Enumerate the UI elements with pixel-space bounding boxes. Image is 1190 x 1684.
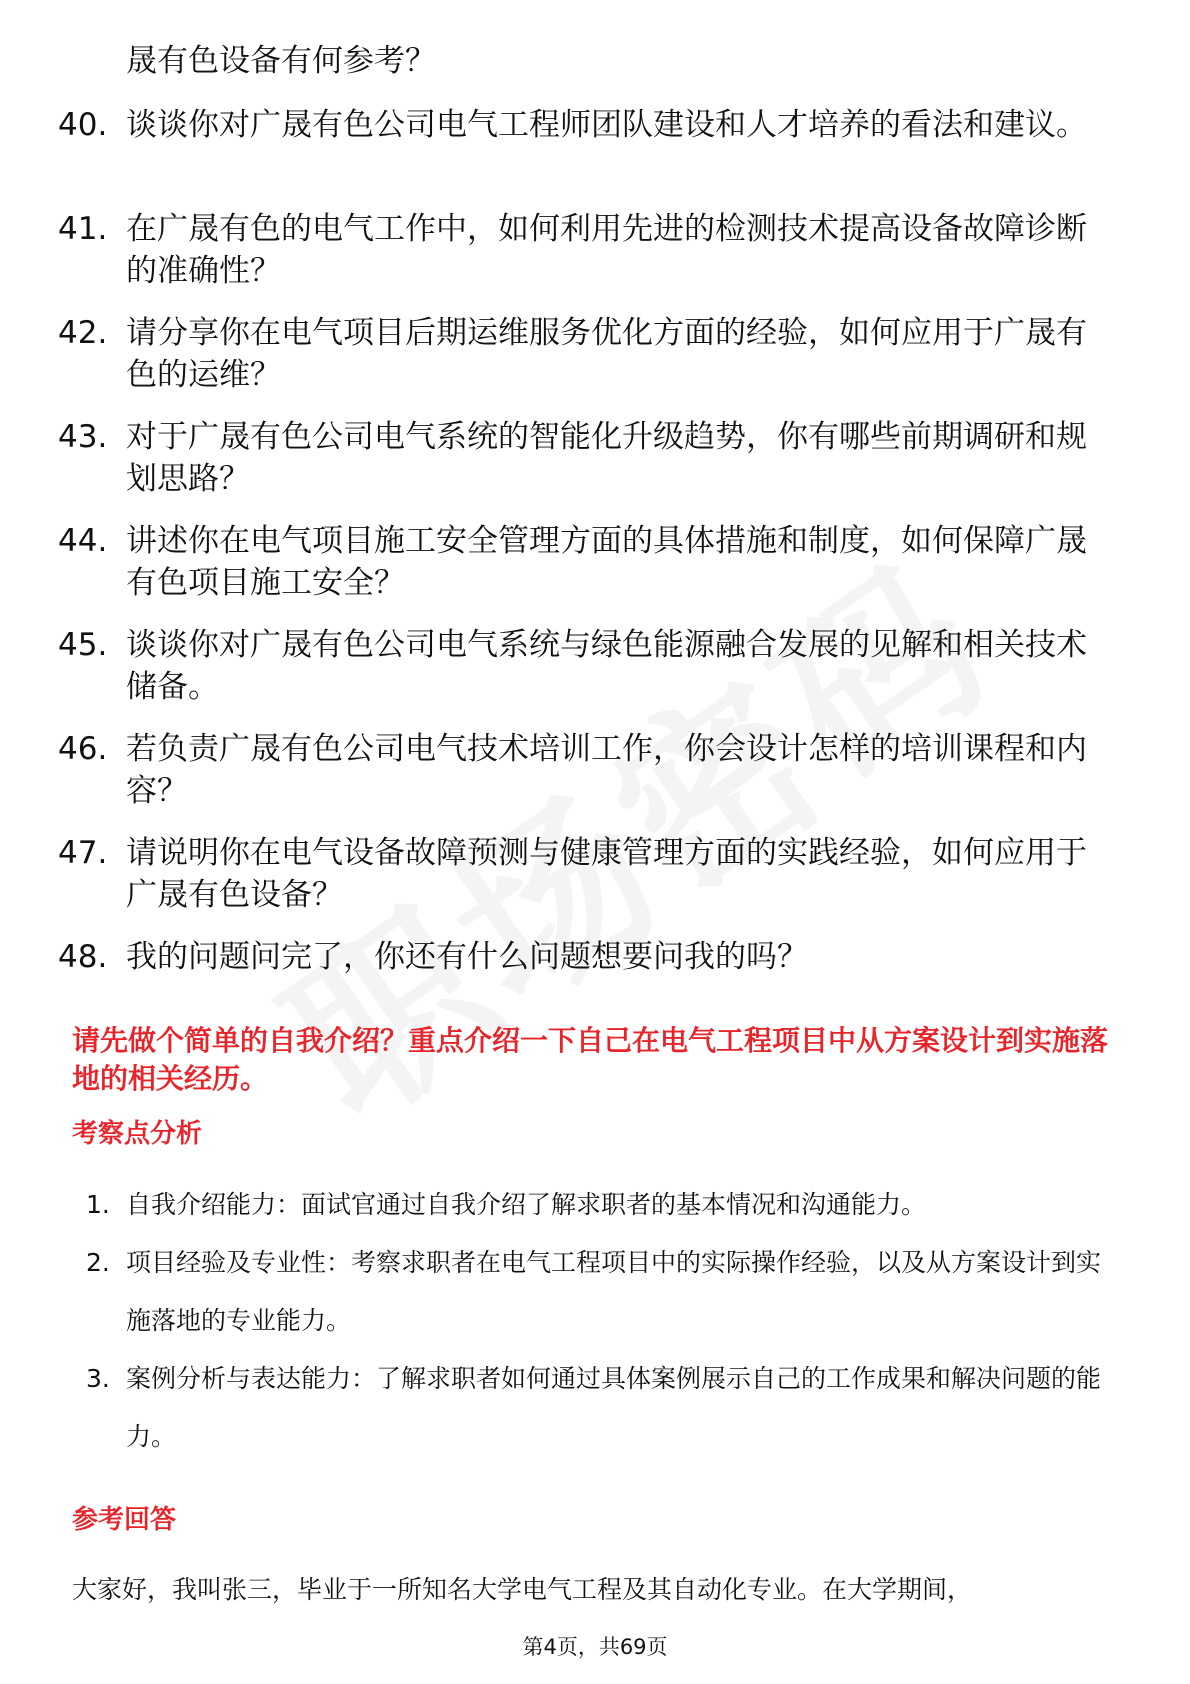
question-number: 47. bbox=[58, 835, 108, 871]
question-text: 对于广晟有色公司电气系统的智能化升级趋势，你有哪些前期调研和规划思路？ bbox=[126, 419, 1087, 497]
question-text: 在广晟有色的电气工作中，如何利用先进的检测技术提高设备故障诊断的准确性？ bbox=[126, 211, 1087, 289]
analysis-section-title: 考察点分析 bbox=[72, 1119, 203, 1149]
question-text: 请说明你在电气设备故障预测与健康管理方面的实践经验，如何应用于广晟有色设备？ bbox=[126, 835, 1087, 913]
analysis-text: 项目经验及专业性：考察求职者在电气工程项目中的实际操作经验，以及从方案设计到实施落地的专业能力。 bbox=[126, 1248, 1102, 1335]
question-number: 43. bbox=[58, 419, 108, 455]
question-number: 41. bbox=[58, 211, 108, 247]
question-text: 晟有色设备有何参考？ bbox=[126, 43, 436, 79]
question-number: 42. bbox=[58, 315, 108, 351]
page-footer: 第4页，共69页 bbox=[522, 1635, 668, 1659]
analysis-number: 1. bbox=[86, 1190, 110, 1219]
analysis-text: 自我介绍能力：面试官通过自我介绍了解求职者的基本情况和沟通能力。 bbox=[126, 1190, 927, 1219]
question-number: 48. bbox=[58, 939, 108, 975]
question-number: 46. bbox=[58, 731, 108, 767]
question-text: 我的问题问完了，你还有什么问题想要问我的吗？ bbox=[126, 939, 808, 975]
question-number: 40. bbox=[58, 107, 108, 143]
answer-paragraph: 大家好，我叫张三，毕业于一所知名大学电气工程及其自动化专业。在大学期间， bbox=[72, 1575, 973, 1604]
question-text: 若负责广晟有色公司电气技术培训工作，你会设计怎样的培训课程和内容？ bbox=[126, 731, 1087, 809]
featured-question-heading: 请先做个简单的自我介绍？重点介绍一下自己在电气工程项目中从方案设计到实施落地的相关经历。 bbox=[72, 1024, 1109, 1095]
question-number: 45. bbox=[58, 627, 108, 663]
question-text: 谈谈你对广晟有色公司电气系统与绿色能源融合发展的见解和相关技术储备。 bbox=[126, 627, 1087, 705]
answer-section-title: 参考回答 bbox=[72, 1505, 177, 1535]
analysis-number: 2. bbox=[86, 1248, 110, 1277]
question-text: 谈谈你对广晟有色公司电气工程师团队建设和人才培养的看法和建议。 bbox=[126, 107, 1087, 143]
analysis-number: 3. bbox=[86, 1364, 110, 1393]
question-text: 讲述你在电气项目施工安全管理方面的具体措施和制度，如何保障广晟有色项目施工安全？ bbox=[126, 523, 1087, 601]
question-text: 请分享你在电气项目后期运维服务优化方面的经验，如何应用于广晟有色的运维？ bbox=[126, 315, 1087, 393]
question-number: 44. bbox=[58, 523, 108, 559]
analysis-text: 案例分析与表达能力：了解求职者如何通过具体案例展示自己的工作成果和解决问题的能力。 bbox=[126, 1364, 1102, 1451]
